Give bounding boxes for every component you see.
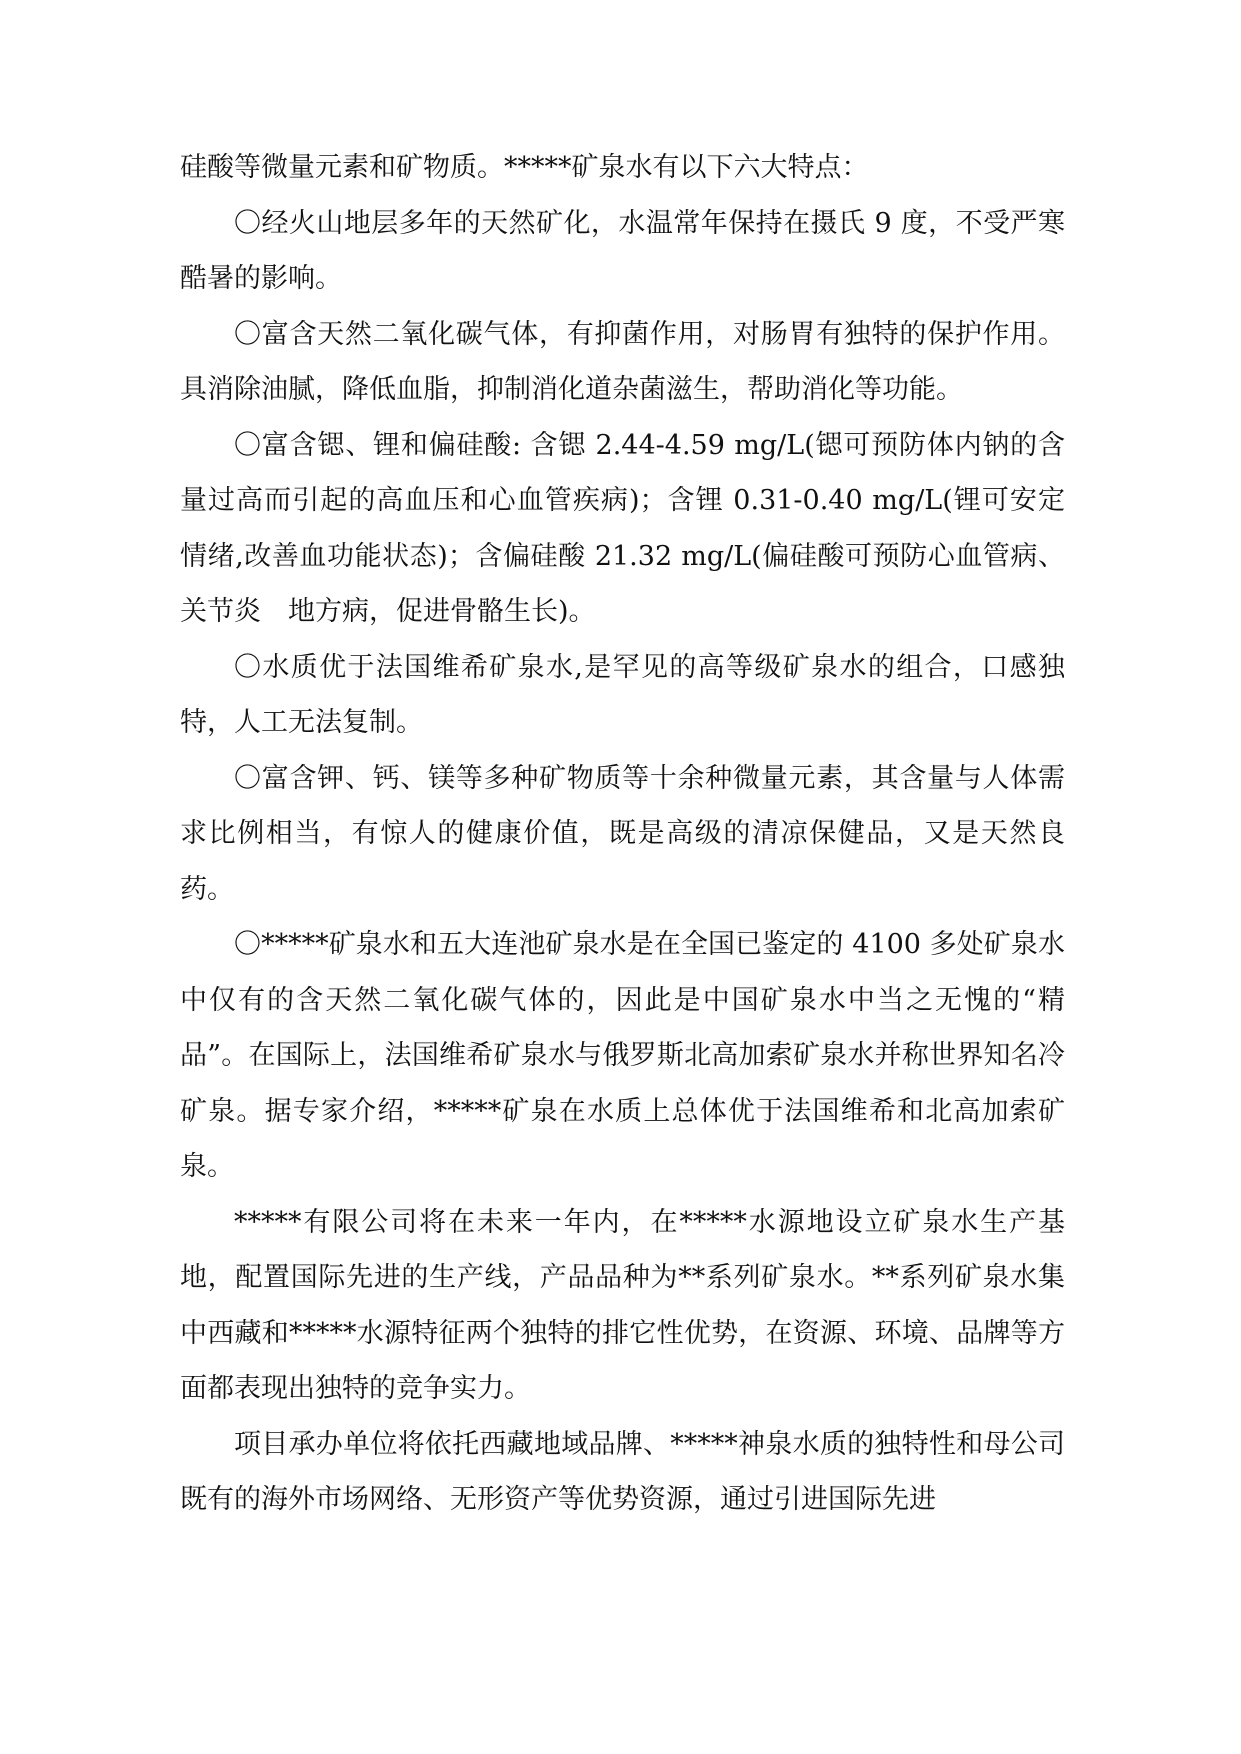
paragraph-feature-1: 〇经火山地层多年的天然矿化，水温常年保持在摄氏 9 度，不受严寒酷暑的影响。	[180, 207, 1065, 294]
paragraph-feature-3: 〇富含锶、锂和偏硅酸: 含锶 2.44-4.59 mg/L(锶可预防体内钠的含量过高而引起的高血压和心血管疾病)；含锂 0.31-0.40 mg/L(锂可安定情绪,改善血功能状态)；含偏硅酸 21.32 mg/L(偏硅酸可预防心血管病、关节炎 地方病，促进骨骼生长)。	[180, 429, 1065, 627]
paragraph-continuation: 硅酸等微量元素和矿物质。*****矿泉水有以下六大特点：	[180, 152, 869, 183]
paragraph-feature-2: 〇富含天然二氧化碳气体，有抑菌作用，对肠胃有独特的保护作用。具消除油腻，降低血脂，抑制消化道杂菌滋生，帮助消化等功能。	[180, 318, 1065, 405]
paragraph-feature-5: 〇富含钾、钙、镁等多种矿物质等十余种微量元素，其含量与人体需求比例相当，有惊人的健康价值，既是高级的清凉保健品，又是天然良药。	[180, 762, 1065, 905]
paragraph-project-unit: 项目承办单位将依托西藏地域品牌、*****神泉水质的独特性和母公司既有的海外市场网络、无形资产等优势资源，通过引进国际先进	[180, 1428, 1065, 1515]
paragraph-feature-6: 〇*****矿泉水和五大连池矿泉水是在全国已鉴定的 4100 多处矿泉水中仅有的含天然二氧化碳气体的，因此是中国矿泉水中当之无愧的“精品”。在国际上，法国维希矿泉水与俄罗斯北高加索矿泉水并称世界知名冷矿泉。据专家介绍，*****矿泉在水质上总体优于法国维希和北高加索矿泉。	[180, 929, 1065, 1182]
paragraph-feature-4: 〇水质优于法国维希矿泉水,是罕见的高等级矿泉水的组合，口感独特，人工无法复制。	[180, 651, 1065, 738]
document-body	[180, 140, 1065, 1528]
paragraph-company-plan: *****有限公司将在未来一年内，在*****水源地设立矿泉水生产基地，配置国际先进的生产线，产品品种为**系列矿泉水。**系列矿泉水集中西藏和*****水源特征两个独特的排它性优势，在资源、环境、品牌等方面都表现出独特的竞争实力。	[180, 1206, 1065, 1404]
